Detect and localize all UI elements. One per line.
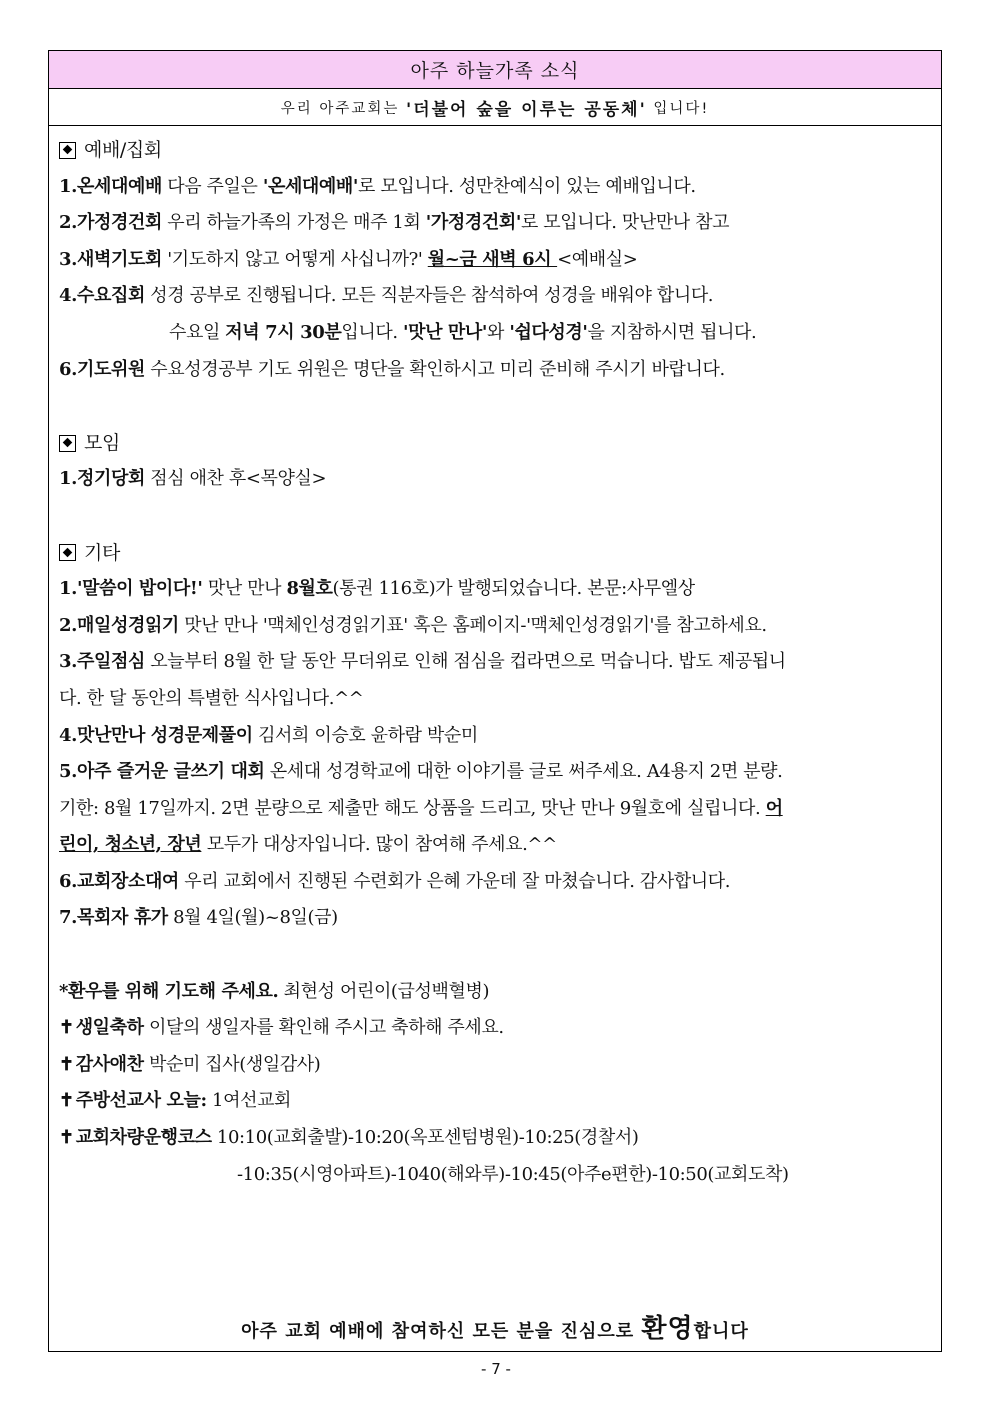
worship-item-4-cont: 수요일 저녁 7시 30분입니다. '맛난 만나'와 '쉽다성경'을 지참하시면 됩니다.	[169, 321, 757, 343]
worship-item-6: 6.기도위원 수요성경공부 기도 위원은 명단을 확인하시고 미리 준비해 주시기 바랍니다.	[59, 358, 725, 380]
section-heading-etc: 기타	[59, 535, 941, 572]
etc-item-7: 7.목회자 휴가 8월 4일(월)~8일(금)	[59, 907, 338, 929]
worship-item-4: 4.수요집회 성경 공부로 진행됩니다. 모든 직분자들은 참석하여 성경을 배워야 합니다.	[59, 285, 714, 307]
diamond-box-icon	[59, 142, 76, 159]
prayer-request: *환우를 위해 기도해 주세요. 최현성 어린이(급성백혈병)	[59, 980, 490, 1002]
welcome-message: 아주 교회 예배에 참여하신 모든 분을 진심으로 환영합니다	[241, 1314, 749, 1344]
cross-icon: ✝	[59, 1017, 74, 1039]
etc-item-4: 4.맛난만나 성경문제풀이 김서희 이승호 윤하람 박순미	[59, 724, 478, 746]
page-title	[49, 51, 941, 89]
section-heading-meetings: 모임	[59, 425, 941, 462]
title-text: 아주 하늘가족 소식	[410, 60, 580, 82]
subtitle-quote: '더불어 숲을 이루는 공동체'	[406, 99, 647, 120]
birthday-notice: ✝ 생일축하 이달의 생일자를 확인해 주시고 축하해 주세요.	[59, 1017, 504, 1039]
etc-item-6: 6.교회장소대여 우리 교회에서 진행된 수련회가 은혜 가운데 잘 마쳤습니다. 감사합니다.	[59, 870, 731, 892]
etc-item-5-cont: 기한: 8월 17일까지. 2면 분량으로 제출만 해도 상품을 드리고, 맛난 만나 9월호에 실립니다. 어	[59, 797, 783, 819]
thanks-notice: ✝ 감사애찬 박순미 집사(생일감사)	[59, 1053, 321, 1075]
diamond-box-icon	[59, 435, 76, 452]
spacer	[59, 937, 941, 974]
vehicle-course: ✝ 교회차량운행코스 10:10(교회출발)-10:20(옥포센텀병원)-10:25(경찰서)	[59, 1127, 639, 1149]
spacer	[59, 388, 941, 425]
diamond-box-icon	[59, 544, 76, 561]
worship-item-3: 3.새벽기도회 '기도하지 않고 어떻게 사십니까?' 월~금 새벽 6시 <예배실>	[59, 248, 638, 270]
cross-icon: ✝	[59, 1127, 74, 1149]
subtitle-banner	[49, 89, 941, 126]
cross-icon: ✝	[59, 1090, 74, 1112]
bulletin-frame	[48, 50, 942, 1352]
etc-item-5-cont2: 린이, 청소년, 장년 모두가 대상자입니다. 많이 참여해 주세요.^^	[59, 834, 557, 856]
vehicle-course-cont: -10:35(시영아파트)-1040(해와루)-10:45(아주e편한)-10:50(교회도착)	[237, 1163, 789, 1185]
meetings-item-1: 1.정기당회 점심 애찬 후<목양실>	[59, 468, 327, 490]
subtitle-suffix: 입니다!	[653, 100, 710, 117]
missionary-notice: ✝ 주방선교사 오늘: 1여선교회	[59, 1090, 292, 1112]
etc-item-2: 2.매일성경읽기 맛난 만나 '맥체인성경읽기표' 혹은 홈페이지-'맥체인성경읽기'를 참고하세요.	[59, 614, 767, 636]
etc-item-3: 3.주일점심 오늘부터 8월 한 달 동안 무더위로 인해 점심을 컵라면으로 먹습니다. 밥도 제공됩니	[59, 651, 786, 673]
etc-item-1: 1.'말씀이 밥이다!' 맛난 만나 8월호(통권 116호)가 발행되었습니다. 본문:사무엘상	[59, 578, 695, 600]
etc-item-5: 5.아주 즐거운 글쓰기 대회 온세대 성경학교에 대한 이야기를 글로 써주세요. A4용지 2면 분량.	[59, 761, 783, 783]
cross-icon: ✝	[59, 1053, 74, 1075]
spacer	[59, 498, 941, 535]
worship-item-2: 2.가정경건회 우리 하늘가족의 가정은 매주 1회 '가정경건회'로 모입니다. 맛난만나 참고	[59, 212, 730, 234]
section-heading-worship: 예배/집회	[59, 132, 941, 169]
page-number: - 7 -	[481, 1360, 511, 1378]
worship-item-1: 1.온세대예배 다음 주일은 '온세대예배'로 모입니다. 성만찬예식이 있는 예배입니다.	[59, 175, 696, 197]
bulletin-content	[49, 126, 941, 1193]
subtitle-prefix: 우리 아주교회는	[280, 100, 400, 117]
etc-item-3-cont: 다. 한 달 동안의 특별한 식사입니다.^^	[59, 687, 364, 709]
